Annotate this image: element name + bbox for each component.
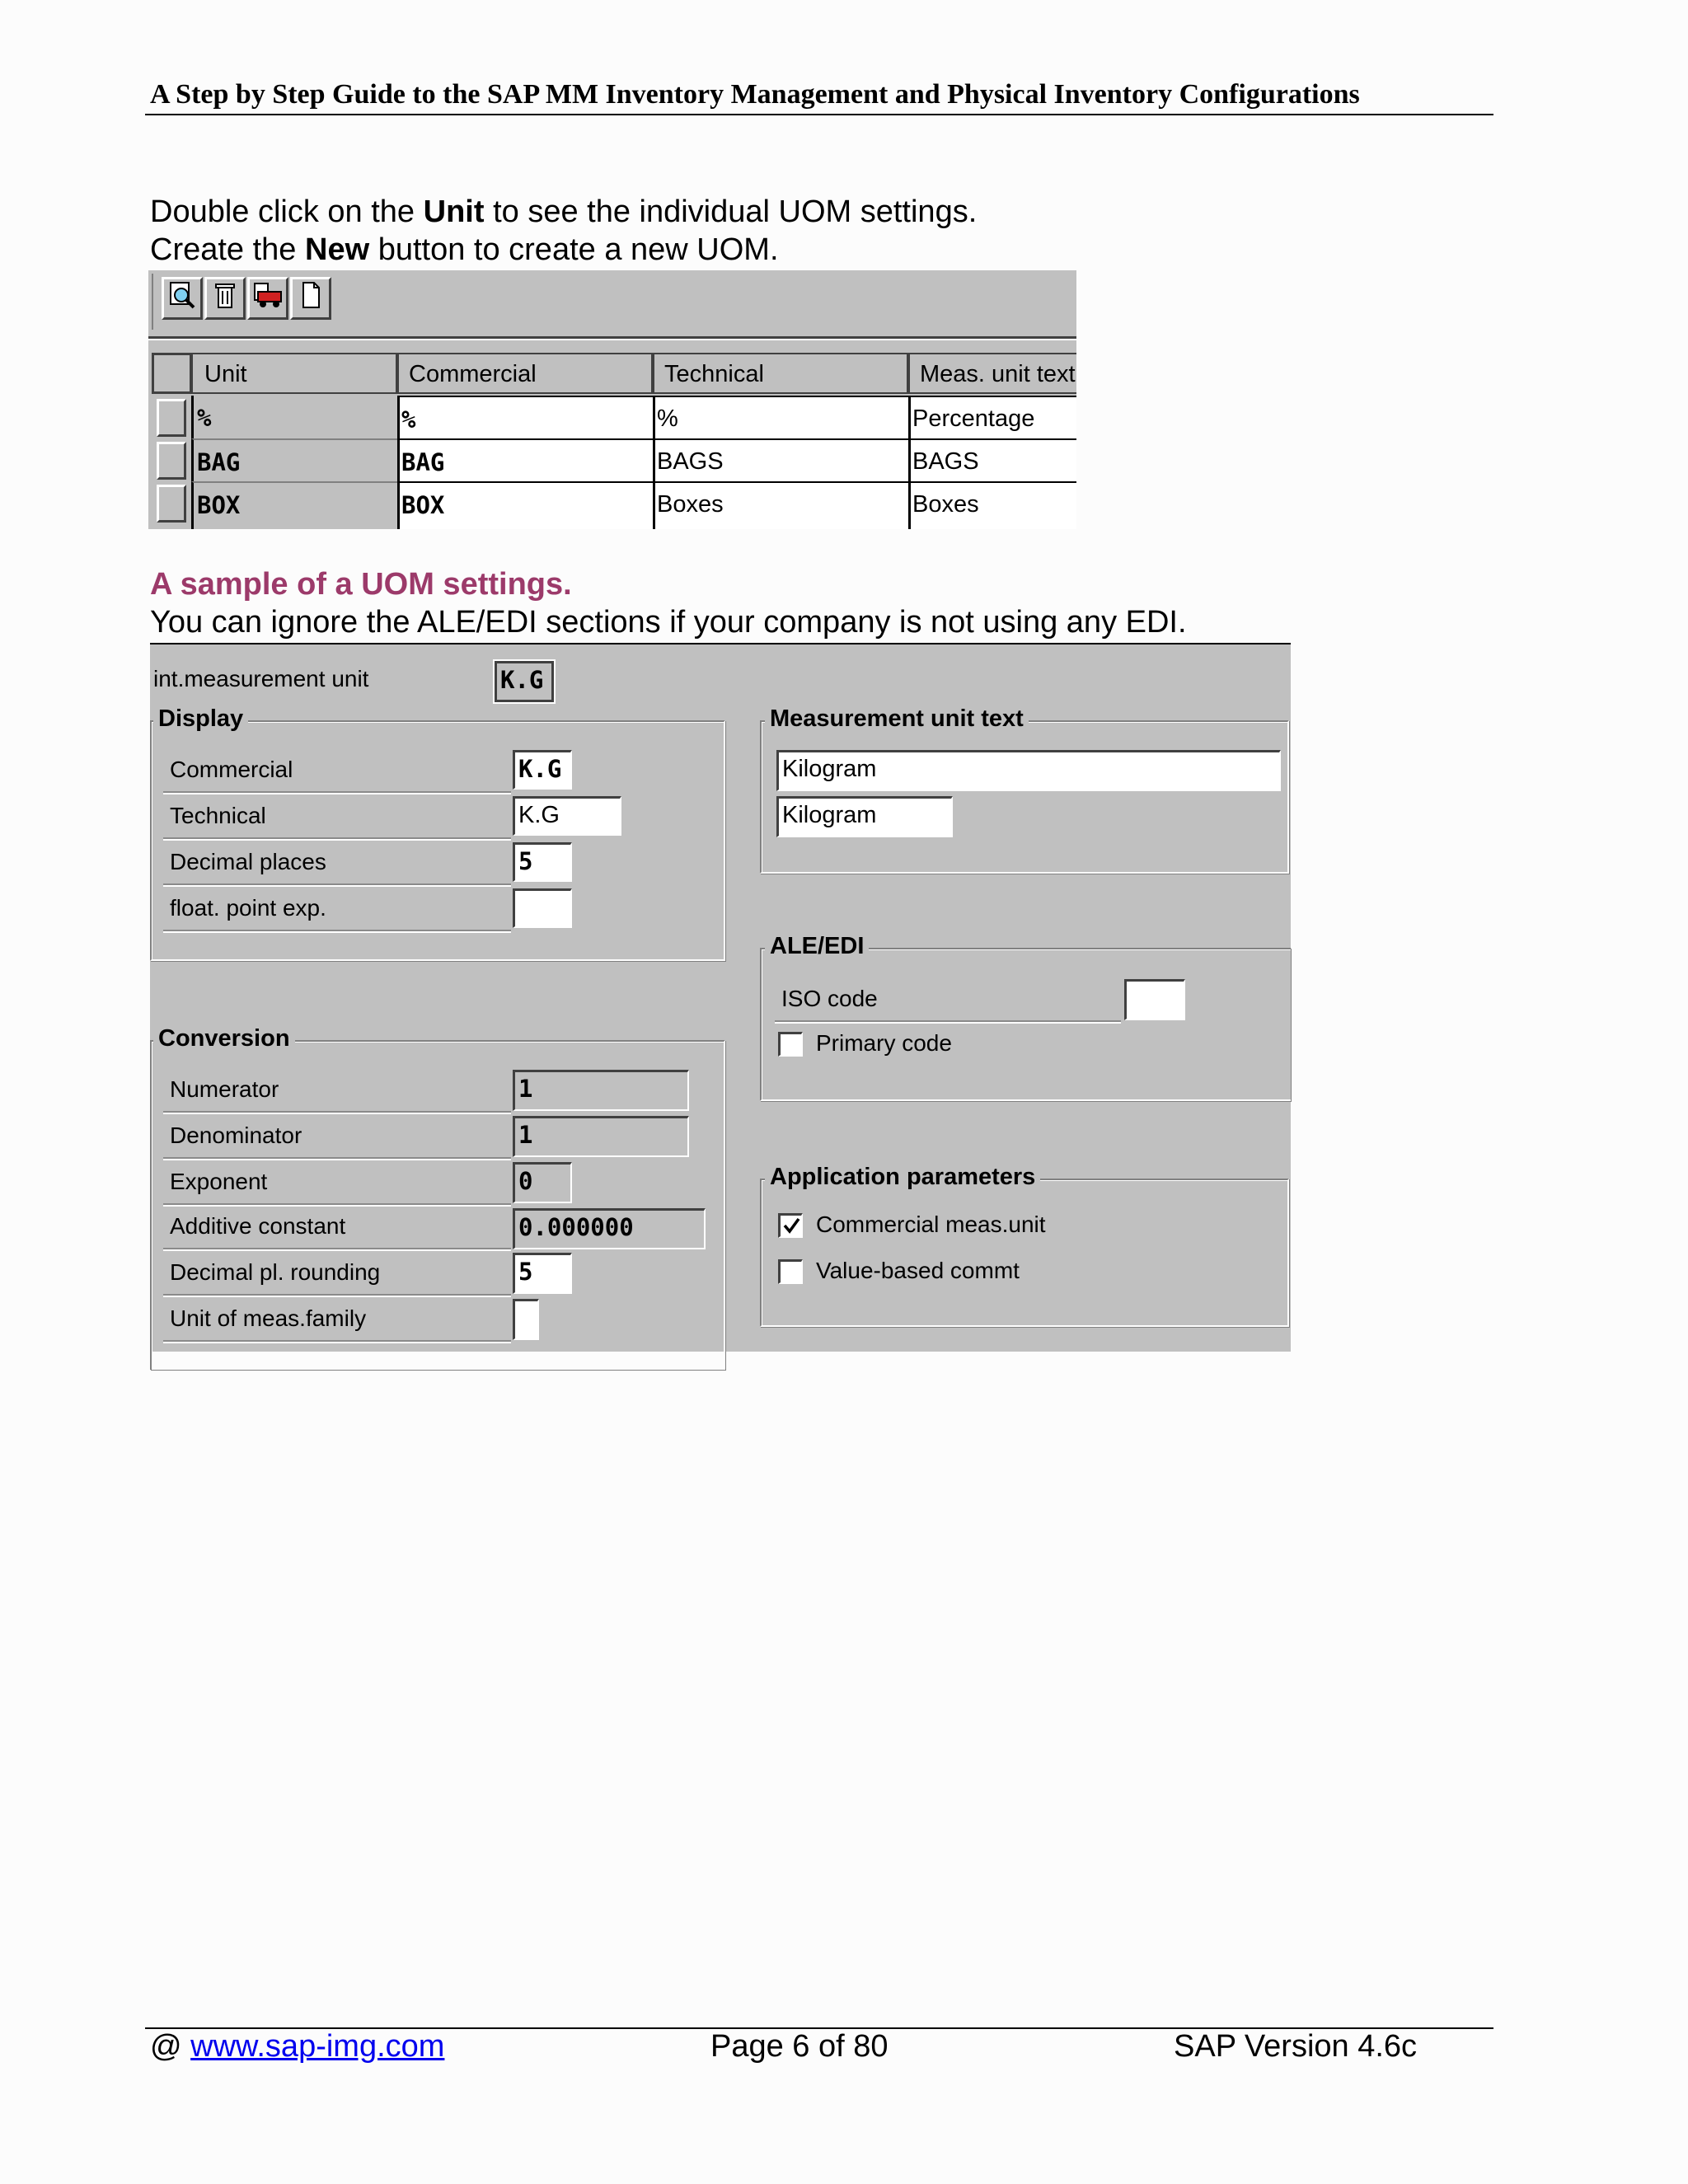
field-underline: [163, 1111, 511, 1114]
transport-button[interactable]: [247, 277, 288, 320]
intro-line-2-pre: Create the: [150, 232, 305, 267]
column-header-meas-unit-text[interactable]: Meas. unit text: [908, 353, 1076, 394]
footer-at-sign: @: [150, 2029, 191, 2064]
value-based-commt-label: Value-based commt: [816, 1258, 1020, 1283]
float-point-exp-field[interactable]: [513, 888, 572, 928]
denominator-label: Denominator: [170, 1122, 302, 1148]
delete-button[interactable]: [204, 277, 246, 320]
document-header-title: A Step by Step Guide to the SAP MM Inventory Management and Physical Inventory Configurations: [150, 79, 1360, 110]
iso-code-label: ISO code: [781, 986, 878, 1011]
ale-edi-group-title: ALE/EDI: [765, 933, 869, 960]
table-cell-technical[interactable]: BAGS: [653, 438, 908, 481]
table-cell-meas-text[interactable]: BAGS: [908, 438, 1076, 481]
toolbar-grip: [152, 274, 153, 330]
decimal-places-field[interactable]: 5: [513, 842, 572, 882]
toolbar-divider-highlight: [148, 339, 1076, 340]
commercial-label: Commercial: [170, 757, 293, 782]
decimal-places-label: Decimal places: [170, 849, 326, 874]
commercial-meas-unit-checkbox[interactable]: [778, 1213, 803, 1238]
technical-label: Technical: [170, 803, 266, 828]
table-cell-unit[interactable]: %: [191, 396, 397, 438]
table-cell-meas-text[interactable]: Percentage: [908, 396, 1076, 438]
column-header-technical[interactable]: Technical: [653, 353, 908, 394]
value-based-commt-checkbox[interactable]: [778, 1259, 803, 1284]
table-cell-technical[interactable]: Boxes: [653, 481, 908, 529]
intro-line-1-pre: Double click on the: [150, 194, 424, 229]
denominator-field[interactable]: 1: [513, 1116, 689, 1157]
conversion-group-title: Conversion: [153, 1025, 295, 1052]
table-cell-unit[interactable]: BOX: [191, 481, 397, 529]
field-underline: [163, 1248, 511, 1251]
measurement-text-group-title: Measurement unit text: [765, 705, 1029, 733]
details-icon: [168, 280, 196, 316]
app-params-group: [760, 1179, 1289, 1327]
field-underline: [163, 1203, 511, 1207]
delete-icon: [213, 280, 237, 316]
new-entry-button[interactable]: [290, 277, 331, 320]
uom-list-screenshot: [148, 270, 1076, 529]
column-header-unit[interactable]: Unit: [191, 353, 397, 394]
table-cell-meas-text[interactable]: Boxes: [908, 481, 1076, 529]
exponent-field[interactable]: 0: [513, 1162, 572, 1203]
select-all-cell[interactable]: [152, 353, 191, 394]
footer-page-number: Page 6 of 80: [710, 2029, 889, 2064]
decimal-rounding-label: Decimal pl. rounding: [170, 1259, 381, 1285]
row-selector[interactable]: [157, 485, 186, 523]
short-text-field[interactable]: Kilogram: [776, 796, 953, 837]
field-underline: [163, 1294, 511, 1297]
intro-line-1-bold: Unit: [423, 194, 485, 229]
sample-heading: A sample of a UOM settings.: [150, 567, 572, 602]
field-underline: [163, 837, 511, 841]
header-divider: [145, 114, 1493, 115]
footer-website-link[interactable]: www.sap-img.com: [190, 2029, 445, 2064]
numerator-label: Numerator: [170, 1076, 279, 1102]
exponent-label: Exponent: [170, 1169, 268, 1194]
field-underline: [163, 930, 511, 933]
ale-edi-group: [760, 948, 1291, 1101]
field-underline: [163, 1157, 511, 1160]
unit-family-label: Unit of meas.family: [170, 1305, 367, 1331]
primary-code-checkbox[interactable]: [778, 1032, 803, 1057]
technical-field[interactable]: K.G: [513, 796, 621, 836]
table-cell-commercial[interactable]: BOX: [397, 481, 653, 529]
display-group-title: Display: [153, 705, 248, 733]
table-cell-unit[interactable]: BAG: [191, 438, 397, 481]
intro-line-2-bold: New: [305, 232, 370, 267]
row-selector[interactable]: [157, 399, 186, 437]
commercial-meas-unit-label: Commercial meas.unit: [816, 1212, 1046, 1237]
check-icon: [781, 1216, 801, 1235]
table-cell-technical[interactable]: %: [653, 396, 908, 438]
intro-line-2-post: button to create a new UOM.: [369, 232, 779, 267]
numerator-field[interactable]: 1: [513, 1070, 689, 1111]
transport-icon: [251, 280, 284, 316]
iso-code-field[interactable]: [1124, 979, 1185, 1020]
row-selector[interactable]: [157, 442, 186, 480]
field-underline: [163, 1340, 511, 1343]
footer-link-area: [150, 2029, 444, 2064]
footer-version: SAP Version 4.6c: [1174, 2029, 1418, 2064]
details-button[interactable]: [162, 277, 203, 320]
primary-code-label: Primary code: [816, 1030, 952, 1056]
table-cell-commercial[interactable]: BAG: [397, 438, 653, 481]
field-underline: [163, 883, 511, 887]
additive-constant-label: Additive constant: [170, 1213, 346, 1239]
new-entry-icon: [298, 280, 323, 316]
field-underline: [163, 791, 511, 794]
commercial-field[interactable]: K.G: [513, 750, 572, 790]
int-unit-field[interactable]: K.G: [495, 661, 554, 702]
float-point-exp-label: float. point exp.: [170, 895, 326, 921]
long-text-field[interactable]: Kilogram: [776, 750, 1281, 791]
field-underline: [775, 1020, 1121, 1024]
additive-constant-field[interactable]: 0.000000: [513, 1208, 706, 1249]
unit-family-field[interactable]: [513, 1299, 539, 1340]
decimal-rounding-field[interactable]: 5: [513, 1253, 572, 1294]
intro-line-1: [150, 194, 977, 230]
int-unit-label: int.measurement unit: [153, 666, 369, 691]
column-header-commercial[interactable]: Commercial: [397, 353, 653, 394]
intro-line-1-post: to see the individual UOM settings.: [484, 194, 978, 229]
uom-detail-screenshot: [150, 644, 1291, 1352]
table-cell-commercial[interactable]: %: [397, 396, 653, 438]
app-params-group-title: Application parameters: [765, 1164, 1040, 1191]
intro-line-2: [150, 232, 779, 268]
sample-note: You can ignore the ALE/EDI sections if your company is not using any EDI.: [150, 605, 1187, 640]
